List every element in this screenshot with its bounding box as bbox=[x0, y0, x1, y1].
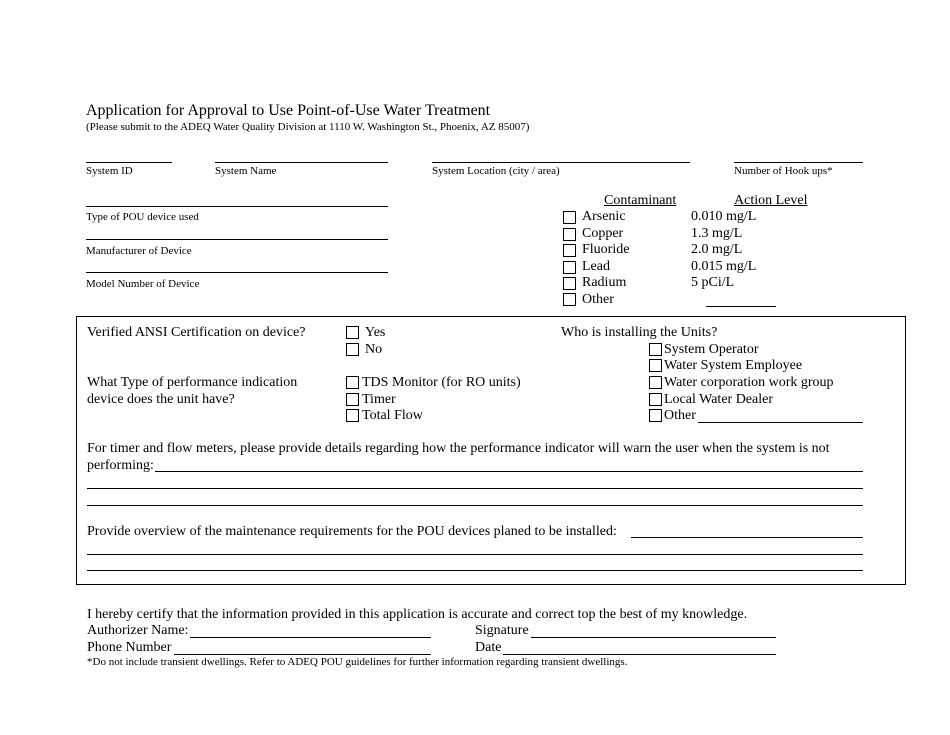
performance-option-checkbox[interactable] bbox=[346, 376, 359, 389]
contaminant-name: Fluoride bbox=[582, 242, 630, 257]
installer-option-checkbox[interactable] bbox=[649, 376, 662, 389]
ansi-question: Verified ANSI Certification on device? bbox=[87, 325, 306, 340]
maintenance-prompt: Provide overview of the maintenance requirements for the POU devices planed to be installed: bbox=[87, 524, 617, 539]
ansi-no-checkbox[interactable] bbox=[346, 343, 359, 356]
system-name-input[interactable] bbox=[215, 162, 388, 163]
contaminant-name: Copper bbox=[582, 226, 624, 241]
certification-statement: I hereby certify that the information provided in this application is accurate and correct top the best of my knowledge. bbox=[87, 607, 748, 622]
lead-checkbox[interactable] bbox=[563, 261, 576, 274]
ansi-yes-checkbox[interactable] bbox=[346, 326, 359, 339]
timer-details-input-line[interactable] bbox=[87, 488, 863, 489]
ansi-yes-label: Yes bbox=[365, 325, 386, 340]
system-location-input[interactable] bbox=[432, 162, 690, 163]
performance-option-label: Timer bbox=[362, 392, 396, 407]
form-subtitle: (Please submit to the ADEQ Water Quality Division at 1110 W. Washington St., Phoenix, AZ 85007) bbox=[86, 121, 530, 133]
action-level-value: 0.015 mg/L bbox=[691, 259, 757, 274]
performance-question-line1: What Type of performance indication bbox=[87, 375, 298, 390]
date-input[interactable] bbox=[503, 654, 776, 655]
performance-option-checkbox[interactable] bbox=[346, 393, 359, 406]
action-level-value: 1.3 mg/L bbox=[691, 226, 743, 241]
contaminant-name: Radium bbox=[582, 275, 627, 290]
form-title: Application for Approval to Use Point-of-Use Water Treatment bbox=[86, 102, 491, 119]
authorizer-name-input[interactable] bbox=[190, 637, 431, 638]
action-level-value: 2.0 mg/L bbox=[691, 242, 743, 257]
hook-ups-input[interactable] bbox=[734, 162, 863, 163]
device-type-input[interactable] bbox=[86, 206, 388, 207]
phone-number-input[interactable] bbox=[174, 654, 431, 655]
hook-ups-label: Number of Hook ups* bbox=[734, 165, 833, 177]
radium-checkbox[interactable] bbox=[563, 277, 576, 290]
installer-option-label: Other bbox=[664, 408, 696, 423]
date-label: Date bbox=[475, 640, 502, 655]
contaminant-name: Arsenic bbox=[582, 209, 626, 224]
other-contaminant-checkbox[interactable] bbox=[563, 293, 576, 306]
timer-details-input-line[interactable] bbox=[155, 471, 863, 472]
system-id-input[interactable] bbox=[86, 162, 172, 163]
signature-input[interactable] bbox=[531, 637, 776, 638]
system-id-label: System ID bbox=[86, 165, 133, 177]
installer-option-label: Water corporation work group bbox=[664, 375, 834, 390]
installer-option-checkbox[interactable] bbox=[649, 343, 662, 356]
arsenic-checkbox[interactable] bbox=[563, 211, 576, 224]
maintenance-input-line[interactable] bbox=[87, 570, 863, 571]
ansi-no-label: No bbox=[365, 342, 383, 357]
maintenance-input-line[interactable] bbox=[87, 554, 863, 555]
action-level-value: 0.010 mg/L bbox=[691, 209, 757, 224]
action-level-value: 5 pCi/L bbox=[691, 275, 735, 290]
performance-option-label: TDS Monitor (for RO units) bbox=[362, 375, 521, 390]
other-contaminant-input[interactable] bbox=[706, 306, 776, 307]
timer-details-input-line[interactable] bbox=[87, 505, 863, 506]
installer-option-label: Water System Employee bbox=[664, 358, 803, 373]
installer-option-label: Local Water Dealer bbox=[664, 392, 773, 407]
phone-number-label: Phone Number bbox=[87, 640, 172, 655]
action-level-header: Action Level bbox=[734, 193, 808, 208]
signature-label: Signature bbox=[475, 623, 529, 638]
manufacturer-label: Manufacturer of Device bbox=[86, 245, 192, 257]
model-number-label: Model Number of Device bbox=[86, 278, 200, 290]
installer-other-input[interactable] bbox=[698, 422, 863, 423]
footnote: *Do not include transient dwellings. Refer to ADEQ POU guidelines for further information regarding transient dwellings. bbox=[87, 656, 628, 668]
manufacturer-input[interactable] bbox=[86, 239, 388, 240]
installer-option-checkbox[interactable] bbox=[649, 359, 662, 372]
fluoride-checkbox[interactable] bbox=[563, 244, 576, 257]
system-location-label: System Location (city / area) bbox=[432, 165, 560, 177]
performance-option-checkbox[interactable] bbox=[346, 409, 359, 422]
system-name-label: System Name bbox=[215, 165, 277, 177]
installer-option-checkbox[interactable] bbox=[649, 393, 662, 406]
maintenance-input-line[interactable] bbox=[631, 537, 863, 538]
timer-details-prompt: For timer and flow meters, please provide details regarding how the performance indicator will warn the user when the system is not bbox=[87, 441, 830, 456]
device-type-label: Type of POU device used bbox=[86, 211, 199, 223]
model-number-input[interactable] bbox=[86, 272, 388, 273]
contaminant-name: Other bbox=[582, 292, 614, 307]
copper-checkbox[interactable] bbox=[563, 228, 576, 241]
contaminant-name: Lead bbox=[582, 259, 610, 274]
installer-option-label: System Operator bbox=[664, 342, 759, 357]
authorizer-name-label: Authorizer Name: bbox=[87, 623, 189, 638]
timer-details-prompt-cont: performing: bbox=[87, 458, 154, 473]
installer-question: Who is installing the Units? bbox=[561, 325, 718, 340]
installer-other-checkbox[interactable] bbox=[649, 409, 662, 422]
contaminant-header: Contaminant bbox=[604, 193, 677, 208]
performance-question-line2: device does the unit have? bbox=[87, 392, 235, 407]
performance-option-label: Total Flow bbox=[362, 408, 423, 423]
